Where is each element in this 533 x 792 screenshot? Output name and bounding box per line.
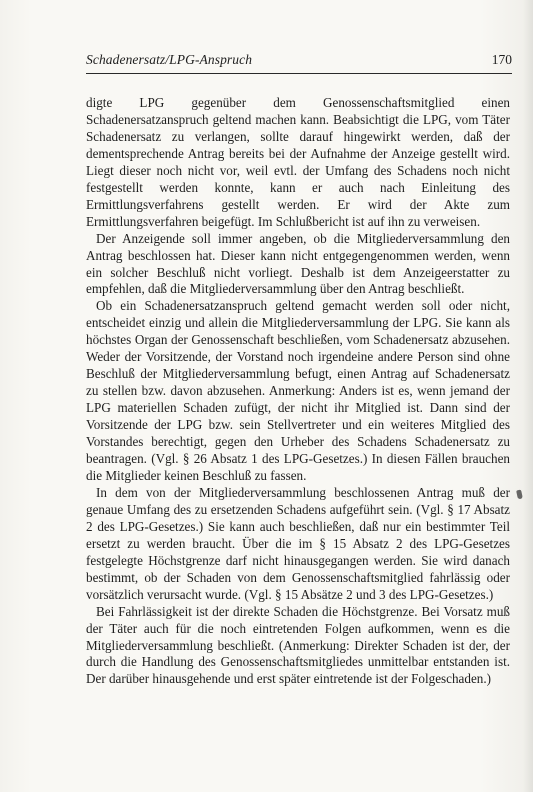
- paragraph-4: In dem von der Mitgliederversammlung beschlossenen Antrag muß der genaue Umfang des zu ersetzenden Schadens aufgeführt sein. (Vgl. § 17 Absatz 2 des LPG-Gesetzes.) Sie kann auch beschließen, daß nur ein bestimmter Teil ersetzt zu werden braucht. Über die im § 15 Absatz 2 des LPG-Gesetzes festgelegte Höchstgrenze darf nicht hinausgegangen werden. Sie wird danach bestimmt, ob der Schaden von dem Genossenschaftsmitglied fahrlässig oder vorsätzlich verursacht wurde. (Vgl. § 15 Absätze 2 und 3 des LPG-Gesetzes.): [86, 484, 510, 602]
- page-header: [86, 50, 512, 72]
- paragraph-3: Ob ein Schadenersatzanspruch geltend gemacht werden soll oder nicht, entscheidet einzig und allein die Mitgliederversammlung der LPG. Sie kann als höchstes Organ der Genossenschaft beschließen, vom Schadenersatz abzusehen. Weder der Vorsitzende, der Vorstand noch irgendeine andere Person sind ohne Beschluß der Mitgliederversammlung befugt, einen Antrag auf Schadenersatz zu stellen bzw. davon abzusehen. Anmerkung: Anders ist es, wenn jemand der LPG materiellen Schaden zufügt, der nicht ihr Mitglied ist. Dann sind der Vorsitzende der LPG bzw. sein Stellvertreter und ein weiteres Mitglied des Vorstandes berechtigt, gegen den Urheber des Schadens Schadenersatz zu beantragen. (Vgl. § 26 Absatz 1 des LPG-Gesetzes.) In diesen Fällen brauchen die Mitglieder keinen Beschluß zu fassen.: [86, 298, 510, 483]
- margin-ink-mark: [516, 490, 523, 500]
- running-title: Schadenersatz/LPG-Anspruch: [86, 52, 253, 67]
- paragraph-1: digte LPG gegenüber dem Genossenschaftsmitglied einen Schadenersatzanspruch geltend machen kann. Beabsichtigt die LPG, vom Täter Schadenersatz zu verlangen, sollte darauf hingewirkt werden, daß der dementsprechende Antrag bereits bei der Aufnahme der Anzeige gestellt wird. Liegt dieser noch nicht vor, weil evtl. der Umfang des Schadens noch nicht festgestellt werden konnte, kann er auch nach Einleitung des Ermittlungsverfahrens gestellt werden. Er wird der Akte zum Ermittlungsverfahren beigefügt. Im Schlußbericht ist auf ihn zu verweisen.: [86, 95, 510, 229]
- body-text: [86, 95, 510, 688]
- page-number: 170: [491, 52, 512, 67]
- paragraph-5: Bei Fahrlässigkeit ist der direkte Schaden die Höchstgrenze. Bei Vorsatz muß der Täter auch für die noch eintretenden Folgen aufkommen, wenn es die Mitgliederversammlung beschließt. (Anmerkung: Direkter Schaden ist der, der durch die Handlung des Genossenschaftsmitgliedes unmittelbar entstanden ist. Der darüber hinausgehende und erst später eintretende ist der Folgeschaden.): [86, 603, 510, 687]
- paragraph-2: Der Anzeigende soll immer angeben, ob die Mitgliederversammlung den Antrag beschlossen hat. Dieser kann nicht entgegengenommen werden, wenn ein solcher Beschluß nicht vorliegt. Deshalb ist dem Anzeigeerstatter zu empfehlen, daß die Mitgliederversammlung über den Antrag beschließt.: [86, 230, 510, 297]
- header-rule: [86, 73, 512, 74]
- page-edge-shadow: [523, 0, 533, 792]
